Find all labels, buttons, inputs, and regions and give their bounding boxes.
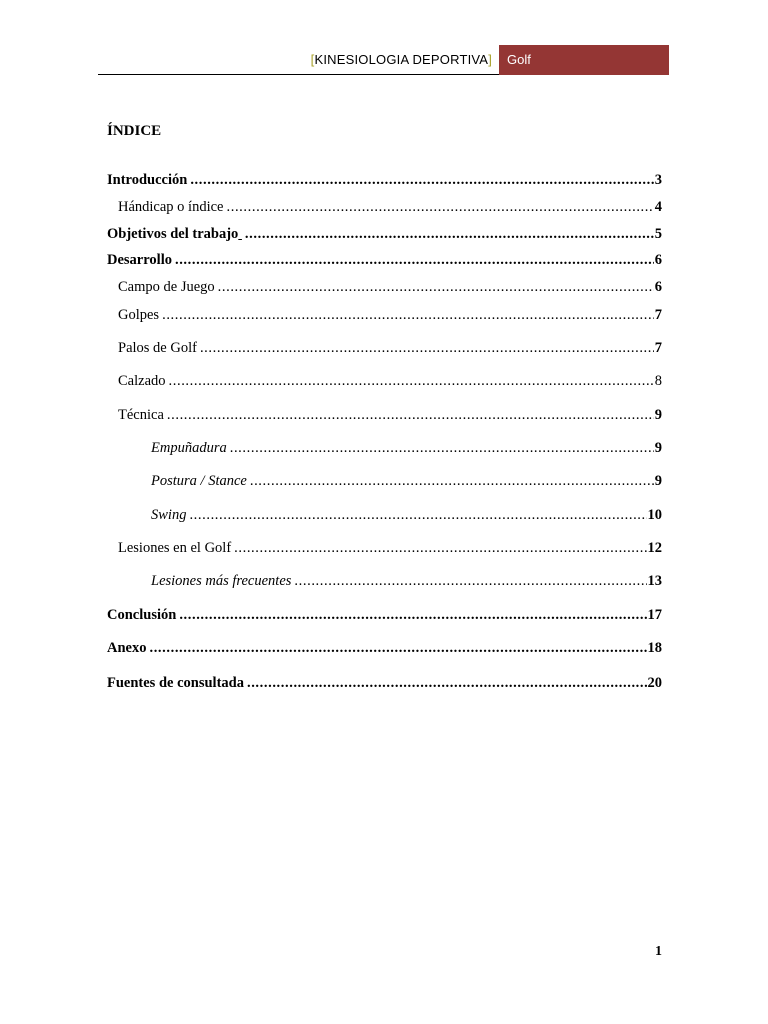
toc-entry-label: Lesiones en el Golf (118, 540, 232, 556)
toc-entry-palos-de-golf[interactable] (118, 339, 662, 357)
toc-leader-dots (189, 506, 646, 524)
toc-leader-dots (190, 171, 653, 189)
toc-entry-page: 4 (654, 199, 662, 215)
toc-entry-lesiones-frecuentes[interactable] (151, 572, 662, 590)
toc-entry-label: Calzado (118, 373, 166, 389)
toc-leader-dots (169, 372, 654, 390)
toc-leader-dots (162, 306, 654, 324)
toc-entry-page: 8 (654, 373, 662, 389)
toc-entry-label: Empuñadura (151, 440, 227, 456)
toc-entry-page: 9 (654, 407, 662, 423)
toc-entry-label: Desarrollo (107, 252, 172, 268)
toc-entry-page: 6 (654, 279, 662, 295)
header-topic-box (499, 45, 669, 75)
toc-leader-dots (234, 539, 646, 557)
toc-entry-golpes[interactable] (118, 306, 662, 324)
toc-underline-mark: ​ (238, 226, 242, 242)
toc-leader-dots (245, 225, 654, 243)
toc-entry-page: 10 (647, 507, 662, 523)
toc-entry-handicap[interactable] (118, 198, 662, 216)
toc-entry-label: Objetivos del trabajo (107, 226, 239, 242)
toc-entry-postura[interactable] (151, 472, 662, 490)
toc-leader-dots (167, 406, 654, 424)
toc-entry-calzado[interactable] (118, 372, 662, 390)
toc-entry-label: Swing (151, 507, 187, 523)
toc-entry-page: 20 (647, 675, 662, 691)
toc-entry-tecnica[interactable] (118, 406, 662, 424)
header-bracket-open: [ (310, 52, 315, 67)
toc-leader-dots (200, 339, 654, 357)
toc-entry-label: Introducción (107, 172, 188, 188)
toc-leader-dots (218, 278, 654, 296)
page-number: 1 (655, 944, 662, 959)
toc-entry-page: 9 (654, 440, 662, 456)
toc-title: ÍNDICE (107, 123, 162, 139)
toc-entry-desarrollo[interactable] (107, 251, 662, 269)
toc-entry-page: 12 (647, 540, 662, 556)
toc-entry-fuentes[interactable] (107, 674, 662, 692)
toc-entry-label: Hándicap o índice (118, 199, 224, 215)
toc-entry-objetivos[interactable] (107, 225, 662, 243)
toc-entry-empunadura[interactable] (151, 439, 662, 457)
toc-entry-page: 6 (654, 252, 662, 268)
toc-leader-dots (294, 572, 646, 590)
toc-entry-label: Técnica (118, 407, 164, 423)
toc-entry-conclusion[interactable] (107, 606, 662, 624)
toc-leader-dots (247, 674, 647, 692)
toc-entry-page: 5 (654, 226, 662, 242)
toc-entry-page: 17 (647, 607, 662, 623)
header-bracket-close: ] (488, 52, 492, 67)
toc-entry-label: Golpes (118, 307, 160, 323)
page-header (98, 45, 669, 75)
toc-entry-anexo[interactable] (107, 639, 662, 657)
toc-entry-label: Conclusión (107, 607, 177, 623)
toc-entry-page: 7 (654, 307, 662, 323)
toc-entry-page: 3 (654, 172, 662, 188)
toc-leader-dots (227, 198, 654, 216)
toc-leader-dots (175, 251, 654, 269)
toc-entry-introduccion[interactable] (107, 171, 662, 189)
toc-entry-campo-de-juego[interactable] (118, 278, 662, 296)
toc-leader-dots (149, 639, 646, 657)
header-topic-text: Golf (507, 52, 531, 67)
toc-entry-page: 7 (654, 340, 662, 356)
toc-entry-page: 9 (654, 473, 662, 489)
toc-entry-page: 18 (647, 640, 662, 656)
toc-entry-label: Anexo (107, 640, 147, 656)
toc-leader-dots (250, 472, 654, 490)
toc-entry-page: 13 (647, 573, 662, 589)
toc-leader-dots (230, 439, 654, 457)
toc-entry-swing[interactable] (151, 506, 662, 524)
toc-leader-dots (179, 606, 646, 624)
toc-entry-label: Lesiones más frecuentes (151, 573, 292, 589)
toc-entry-label: Postura / Stance (151, 473, 247, 489)
toc-entry-label: Palos de Golf (118, 340, 197, 356)
toc-entry-label: Fuentes de consultada (107, 675, 244, 691)
toc-entry-lesiones-en-el-golf[interactable] (118, 539, 662, 557)
header-title-text: KINESIOLOGIA DEPORTIVA (314, 52, 489, 67)
toc-entry-label: Campo de Juego (118, 279, 215, 295)
header-title (311, 52, 492, 67)
